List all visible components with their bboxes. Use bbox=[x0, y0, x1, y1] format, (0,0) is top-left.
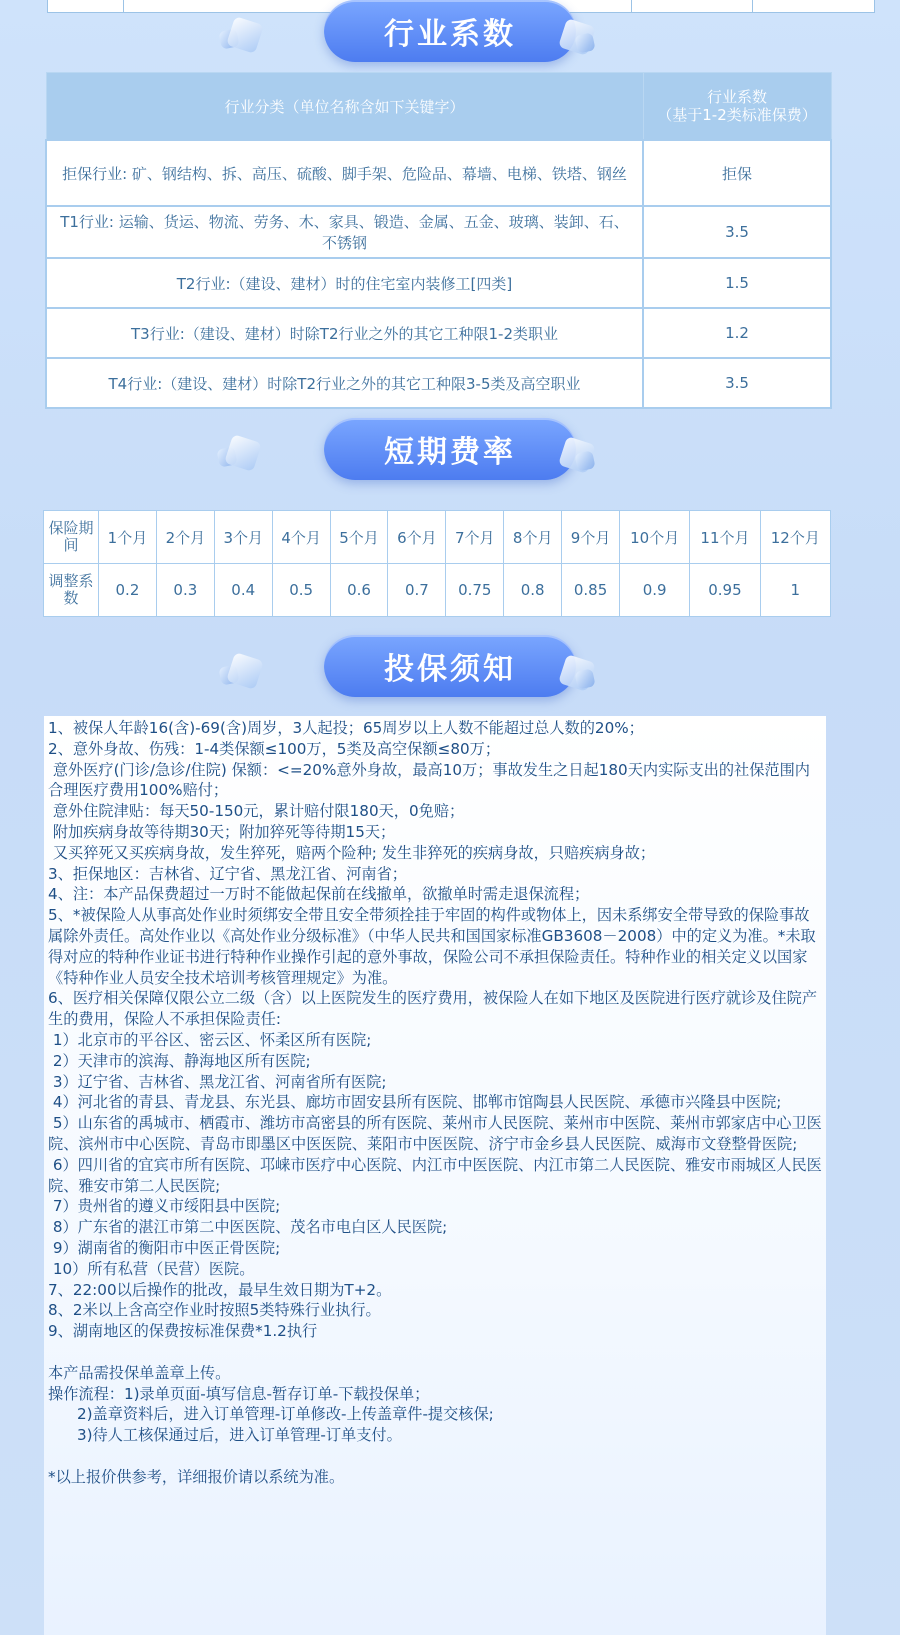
decorative-cube-icon bbox=[220, 16, 264, 56]
header-factor-line1: 行业系数 bbox=[706, 88, 767, 106]
period-cell: 8个月 bbox=[504, 511, 562, 564]
notice-line: 4）河北省的青县、青龙县、东光县、廊坊市固安县所有医院、邯郸市馆陶县人民医院、承德市兴隆县中医院; bbox=[48, 1093, 782, 1112]
table-row bbox=[46, 206, 831, 258]
decorative-cube-icon bbox=[218, 434, 262, 474]
notice-line bbox=[48, 1446, 822, 1467]
decorative-cube-icon bbox=[552, 654, 596, 694]
notice-line: 5、*被保险人从事高处作业时须绑安全带且安全带须拴挂于牢固的构件或物体上，因未系绑安全带导致的保险事故属除外责任。高处作业以《高处作业分级标准》（中华人民共和国国家标准GB3608－2008）中的定义为准。*未取得对应的特种作业证书进行特种作业操作引起的意外事故，保险公司不承担保险责任。特种作业的相关定义以国家《特种作业人员安全技术培训考核管理规定》为准。 bbox=[48, 906, 816, 987]
notice-line: 5）山东省的禹城市、栖霞市、潍坊市高密县的所有医院、莱州市人民医院、莱州市中医院、莱州市郭家店中心卫医院、滨州市中心医院、青岛市即墨区中医医院、莱阳市中医医院、济宁市金乡县人民医院、威海市文登整骨医院; bbox=[48, 1114, 822, 1153]
notice-line: 7、22:00以后操作的批改，最早生效日期为T+2。 bbox=[48, 1280, 392, 1299]
period-cell: 9个月 bbox=[562, 511, 620, 564]
table-header-row bbox=[46, 73, 831, 141]
factor-cell: 0.6 bbox=[330, 564, 388, 617]
factor-cell: 1.2 bbox=[643, 308, 831, 358]
period-cell: 1个月 bbox=[99, 511, 157, 564]
notice-line: 3）辽宁省、吉林省、黑龙江省、河南省所有医院; bbox=[48, 1072, 387, 1091]
period-cell: 5个月 bbox=[330, 511, 388, 564]
short-term-rate-title: 短期费率 bbox=[324, 418, 576, 480]
notice-line: 6、医疗相关保障仅限公立二级（含）以上医院发生的医疗费用，被保险人在如下地区及医院进行医疗就诊及住院产生的费用，保险人不承担保险责任: bbox=[48, 989, 818, 1029]
notice-line: 附加疾病身故等待期30天；附加猝死等待期15天； bbox=[48, 822, 396, 841]
notice-line: 操作流程：1)录单页面-填写信息-暂存订单-下载投保单； bbox=[48, 1384, 430, 1403]
category-cell: 拒保行业: 矿、钢结构、拆、高压、硫酸、脚手架、危险品、幕墙、电梯、铁塔、钢丝 bbox=[46, 140, 643, 206]
notice-line: 本产品需投保单盖章上传。 bbox=[48, 1363, 231, 1382]
factor-cell: 0.85 bbox=[562, 564, 620, 617]
notice-line: 2、意外身故、伤残：1-4类保额≤100万，5类及高空保额≤80万； bbox=[48, 739, 501, 758]
factor-cell: 0.95 bbox=[690, 564, 760, 617]
notice-line: 9、湖南地区的保费按标准保费*1.2执行 bbox=[48, 1322, 318, 1341]
category-cell: T4行业:（建设、建材）时除T2行业之外的其它工种限3-5类及高空职业 bbox=[46, 358, 643, 408]
category-cell: T1行业: 运输、货运、物流、劳务、木、家具、锻造、金属、五金、玻璃、装卸、石、不锈钢 bbox=[46, 206, 643, 258]
factor-cell: 0.7 bbox=[388, 564, 446, 617]
header-factor-line2: （基于1-2类标准保费） bbox=[657, 106, 817, 124]
notice-line: 3、拒保地区：吉林省、辽宁省、黑龙江省、河南省； bbox=[48, 864, 407, 883]
decorative-cube-icon bbox=[552, 436, 596, 476]
factor-cell: 0.75 bbox=[446, 564, 504, 617]
notice-line: 2)盖章资料后，进入订单管理-订单修改-上传盖章件-提交核保; bbox=[48, 1405, 494, 1424]
factor-cell: 0.5 bbox=[272, 564, 330, 617]
notice-line: 1、被保人年龄16(含)-69(含)周岁，3人起投；65周岁以上人数不能超过总人数的20%； bbox=[48, 719, 644, 737]
factor-cell: 3.5 bbox=[643, 358, 831, 408]
table-row bbox=[46, 258, 831, 308]
notice-line: *以上报价供参考，详细报价请以系统为准。 bbox=[48, 1467, 345, 1486]
factor-label: 调整系数 bbox=[44, 564, 99, 617]
industry-factor-title: 行业系数 bbox=[324, 0, 576, 62]
period-cell: 3个月 bbox=[214, 511, 272, 564]
period-cell: 10个月 bbox=[620, 511, 690, 564]
period-cell: 4个月 bbox=[272, 511, 330, 564]
industry-factor-table bbox=[45, 72, 832, 409]
period-cell: 11个月 bbox=[690, 511, 760, 564]
factor-row bbox=[44, 564, 831, 617]
period-row bbox=[44, 511, 831, 564]
table-row bbox=[46, 308, 831, 358]
notice-line: 7）贵州省的遵义市绥阳县中医院; bbox=[48, 1197, 281, 1216]
header-category: 行业分类（单位名称含如下关键字） bbox=[46, 73, 643, 141]
table-row bbox=[46, 140, 831, 206]
notice-line bbox=[48, 1342, 822, 1363]
factor-cell: 0.4 bbox=[214, 564, 272, 617]
factor-cell: 0.2 bbox=[99, 564, 157, 617]
short-term-rate-table bbox=[43, 510, 831, 617]
period-cell: 7个月 bbox=[446, 511, 504, 564]
table-row bbox=[46, 358, 831, 408]
notice-line: 2）天津市的滨海、静海地区所有医院; bbox=[48, 1051, 311, 1070]
factor-cell: 拒保 bbox=[643, 140, 831, 206]
notice-line: 又买猝死又买疾病身故，发生猝死，赔两个险种; 发生非猝死的疾病身故，只赔疾病身故； bbox=[48, 843, 656, 862]
notice-line: 10）所有私营（民营）医院。 bbox=[48, 1259, 255, 1278]
notice-line: 9）湖南省的衡阳市中医正骨医院; bbox=[48, 1238, 281, 1257]
notice-line: 8）广东省的湛江市第二中医医院、茂名市电白区人民医院; bbox=[48, 1218, 448, 1237]
notice-line: 1）北京市的平谷区、密云区、怀柔区所有医院; bbox=[48, 1030, 372, 1049]
factor-cell: 0.9 bbox=[620, 564, 690, 617]
insurance-notice-text bbox=[44, 716, 826, 1635]
notice-line: 意外医疗(门诊/急诊/住院) 保额：<=20%意外身故，最高10万；事故发生之日起180天内实际支出的社保范围内合理医疗费用100%赔付； bbox=[48, 760, 810, 800]
notice-line: 4、注：本产品保费超过一万时不能做起保前在线撤单，欲撤单时需走退保流程； bbox=[48, 885, 590, 904]
decorative-cube-icon bbox=[552, 18, 596, 58]
factor-cell: 1.5 bbox=[643, 258, 831, 308]
period-cell: 6个月 bbox=[388, 511, 446, 564]
factor-cell: 3.5 bbox=[643, 206, 831, 258]
notice-title: 投保须知 bbox=[324, 635, 576, 697]
header-factor bbox=[643, 73, 831, 141]
factor-cell: 0.8 bbox=[504, 564, 562, 617]
period-label: 保险期间 bbox=[44, 511, 99, 564]
period-cell: 2个月 bbox=[156, 511, 214, 564]
notice-line: 8、2米以上含高空作业时按照5类特殊行业执行。 bbox=[48, 1301, 381, 1320]
period-cell: 12个月 bbox=[760, 511, 830, 564]
notice-line: 3)待人工核保通过后，进入订单管理-订单支付。 bbox=[48, 1426, 402, 1445]
decorative-cube-icon bbox=[220, 652, 264, 692]
category-cell: T3行业:（建设、建材）时除T2行业之外的其它工种限1-2类职业 bbox=[46, 308, 643, 358]
category-cell: T2行业:（建设、建材）时的住宅室内装修工[四类] bbox=[46, 258, 643, 308]
factor-cell: 1 bbox=[760, 564, 830, 617]
factor-cell: 0.3 bbox=[156, 564, 214, 617]
notice-line: 6）四川省的宜宾市所有医院、邛崃市医疗中心医院、内江市中医医院、内江市第二人民医院、雅安市雨城区人民医院、雅安市第二人民医院; bbox=[48, 1155, 822, 1195]
notice-line: 意外住院津贴：每天50-150元，累计赔付限180天，0免赔； bbox=[48, 802, 465, 821]
